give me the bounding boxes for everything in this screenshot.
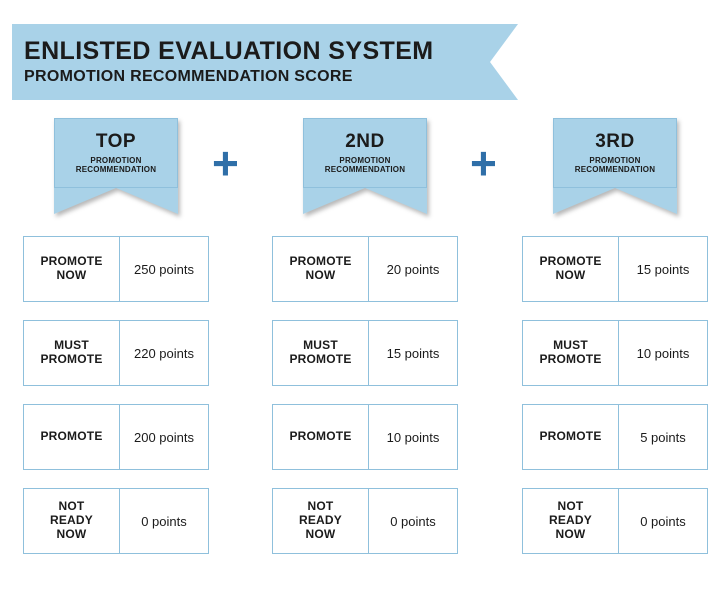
rows-2nd	[272, 236, 458, 554]
row-label-line2: READY	[49, 513, 93, 528]
row-label	[273, 405, 369, 469]
badge-top	[54, 118, 178, 214]
badge-sub-line2: RECOMMENDATION	[324, 165, 406, 174]
row-label-line2: NOW	[555, 268, 586, 282]
row-points: 0 points	[640, 513, 686, 529]
badge-rank-label: 3RD	[595, 130, 635, 152]
page-title: ENLISTED EVALUATION SYSTEM	[24, 36, 434, 65]
badge-text	[54, 118, 178, 188]
row-label	[523, 321, 619, 385]
table-row	[522, 236, 708, 302]
row-label-line1: PROMOTE	[539, 254, 602, 269]
column-2nd-recommendation	[265, 118, 465, 572]
badge-rank-label: TOP	[95, 130, 137, 152]
row-label-line1: NOT	[307, 499, 334, 514]
row-label-line3: NOW	[305, 526, 336, 541]
badge-point	[54, 188, 178, 214]
row-points: 250 points	[134, 261, 194, 277]
row-points: 200 points	[134, 429, 194, 445]
shield-icon	[303, 118, 427, 214]
badge-sub-line1: PROMOTION	[90, 155, 142, 165]
row-label-line2: NOW	[305, 268, 336, 282]
badge-sub-line1: PROMOTION	[589, 155, 641, 165]
row-points: 5 points	[640, 429, 686, 445]
table-row	[272, 404, 458, 470]
score-columns	[0, 118, 720, 588]
row-label-line1: PROMOTE	[289, 254, 352, 269]
row-points: 0 points	[141, 513, 187, 529]
badge-sub-line1: PROMOTION	[339, 155, 391, 165]
table-row	[272, 236, 458, 302]
table-row	[522, 488, 708, 554]
rows-3rd	[522, 236, 708, 554]
row-label-line2: PROMOTE	[539, 352, 602, 366]
badge-point	[553, 188, 677, 214]
badge-3rd	[553, 118, 677, 214]
badge-2nd	[303, 118, 427, 214]
plus-operator-2: +	[470, 137, 497, 189]
badge-sub-label	[575, 156, 655, 174]
row-label-line2: NOW	[56, 268, 87, 282]
row-label-line1: PROMOTE	[289, 429, 352, 444]
badge-point	[303, 188, 427, 214]
row-label-line1: MUST	[54, 338, 89, 353]
row-points: 0 points	[390, 513, 436, 529]
row-points: 20 points	[386, 261, 440, 277]
row-label-line3: NOW	[56, 526, 87, 541]
row-label-line1: NOT	[557, 499, 584, 514]
shield-icon	[54, 118, 178, 214]
badge-sub-line2: RECOMMENDATION	[75, 165, 157, 174]
column-top-recommendation	[16, 118, 216, 572]
row-label	[273, 237, 369, 301]
plus-operator-1: +	[212, 137, 239, 189]
row-points: 15 points	[386, 345, 440, 361]
row-label-line2: PROMOTE	[40, 352, 103, 366]
table-row	[23, 488, 209, 554]
table-row	[272, 320, 458, 386]
row-label-line2: READY	[548, 513, 592, 528]
row-label	[24, 237, 120, 301]
row-label	[523, 489, 619, 553]
row-label	[24, 405, 120, 469]
row-label-line2: READY	[298, 513, 342, 528]
badge-rank-label: 2ND	[345, 130, 385, 152]
row-label-line1: MUST	[303, 338, 338, 353]
banner-arrow-decoration	[490, 24, 518, 100]
table-row	[522, 320, 708, 386]
row-label	[273, 321, 369, 385]
row-label	[273, 489, 369, 553]
row-points: 220 points	[134, 345, 194, 361]
badge-sub-line2: RECOMMENDATION	[574, 165, 656, 174]
row-points: 10 points	[386, 429, 440, 445]
row-label-line1: PROMOTE	[539, 429, 602, 444]
row-label	[24, 321, 120, 385]
row-label	[523, 405, 619, 469]
badge-sub-label	[325, 156, 405, 174]
table-row	[522, 404, 708, 470]
badge-sub-label	[76, 156, 156, 174]
row-label-line3: NOW	[555, 526, 586, 541]
table-row	[23, 404, 209, 470]
table-row	[23, 236, 209, 302]
row-label-line2: PROMOTE	[289, 352, 352, 366]
table-row	[272, 488, 458, 554]
row-label-line1: PROMOTE	[40, 429, 103, 444]
column-3rd-recommendation	[515, 118, 715, 572]
header-banner	[12, 24, 490, 100]
shield-icon	[553, 118, 677, 214]
row-label	[24, 489, 120, 553]
row-label-line1: MUST	[553, 338, 588, 353]
row-label	[523, 237, 619, 301]
row-label-line1: PROMOTE	[40, 254, 103, 269]
row-points: 10 points	[636, 345, 690, 361]
row-points: 15 points	[636, 261, 690, 277]
rows-top	[23, 236, 209, 554]
badge-text	[303, 118, 427, 188]
page-subtitle: PROMOTION RECOMMENDATION SCORE	[24, 68, 353, 86]
row-label-line1: NOT	[58, 499, 85, 514]
badge-text	[553, 118, 677, 188]
table-row	[23, 320, 209, 386]
